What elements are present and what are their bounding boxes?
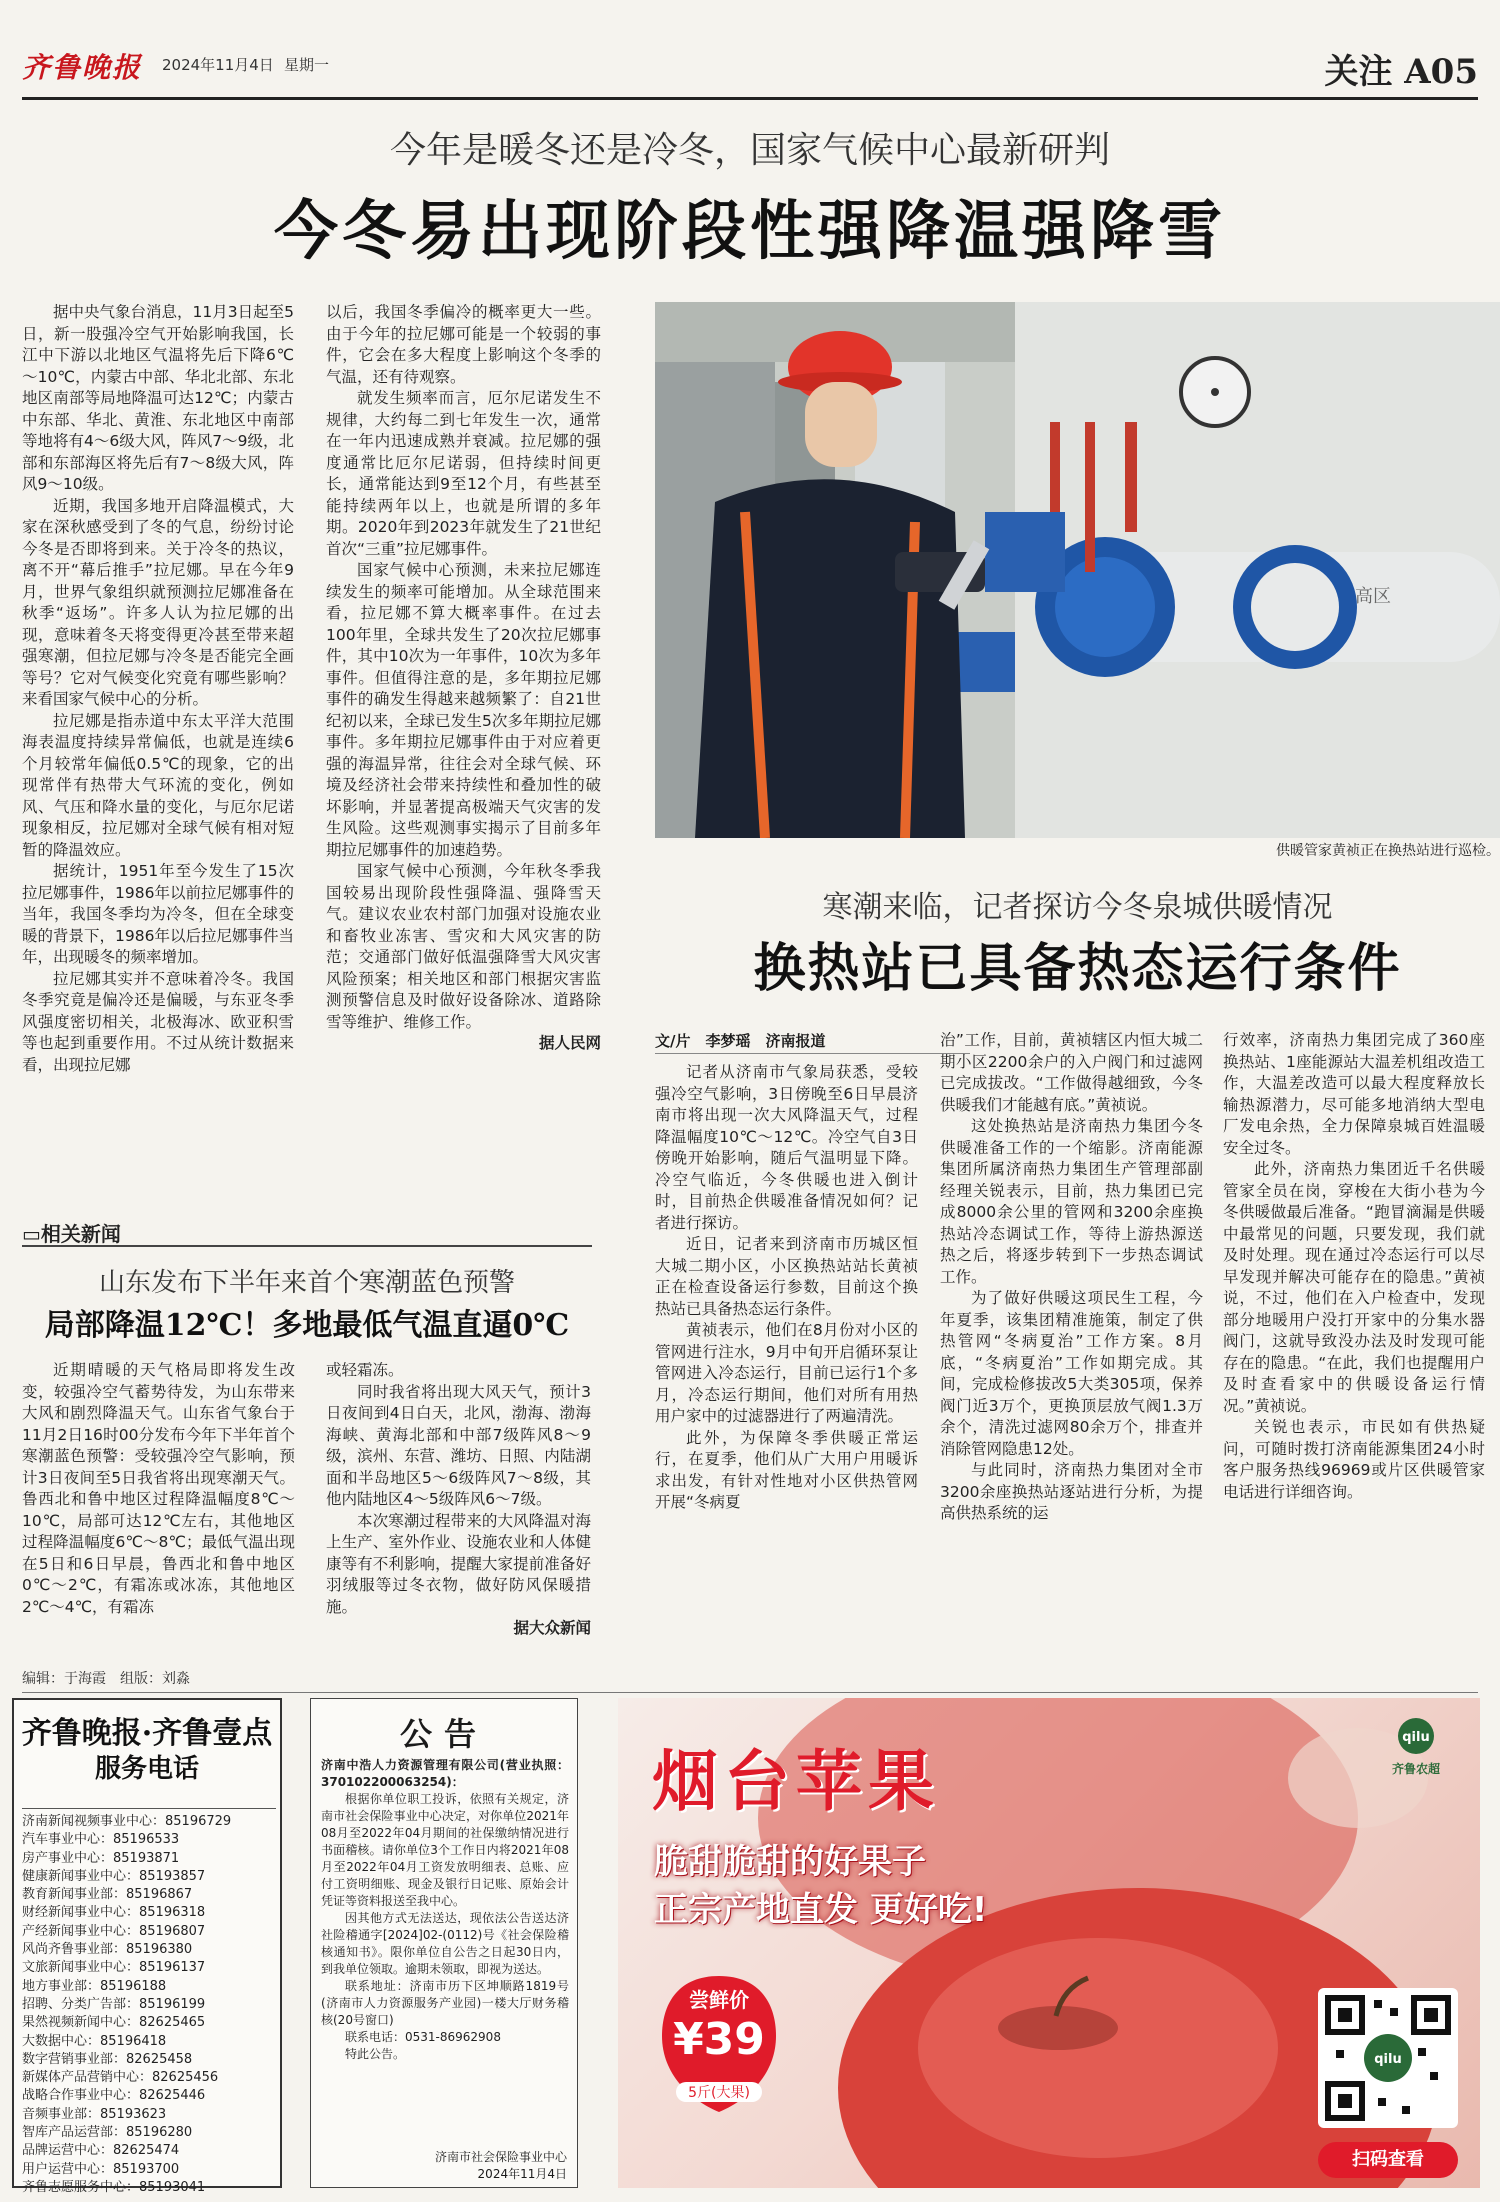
phone-entry: 教育新闻事业部：85196867 (22, 1887, 193, 1903)
phone-entry: 大数据中心：85196418 (22, 2033, 167, 2049)
paragraph: 因其他方式无法送达，现依法公告送达济社险稽通字[2024]02-(0112)号《社会保险稽核通知书》。限你单位自公告之日起30日内，到我单位领取。逾期未领取，即视为送达。 (321, 1911, 569, 1976)
phone-entry: 济南新闻视频事业中心：85196729 (22, 1814, 232, 1829)
lead-column-1 (22, 302, 294, 1076)
phone-entry: 文旅新闻事业中心：85196137 (22, 1960, 206, 1976)
divider (22, 1245, 592, 1247)
phone-entry: 数字营销事业部：82625458 (22, 2051, 193, 2067)
phone-entry: 齐鲁志愿服务中心：85193041 (22, 2179, 206, 2195)
phone-entry: 用户运营中心：85193700 (22, 2161, 180, 2177)
paragraph: 国家气候中心预测，今年秋冬季我国较易出现阶段性强降温、强降雪天气。建议农业农村部门加强对设施农业和畜牧业冻害、雪灾和大风灾害的防范；交通部门做好低温强降雪大风灾害风险预案；相关地区和部门根据灾害监测预警信息及时做好设备除冰、道路除雪等维护、维修工作。 (326, 862, 601, 1031)
phone-entry: 地方事业部：85196188 (22, 1978, 167, 1994)
second-column-2 (940, 1030, 1203, 1525)
paragraph: 近期，我国多地开启降温模式，大家在深秋感受到了冬的气息，纷纷讨论今冬是否即将到来。关于冷冬的热议，离不开“幕后推手”拉尼娜。早在今年9月，世界气象组织就预测拉尼娜准备在秋季“返场”。许多人认为拉尼娜的出现，意味着冬天将变得更冷甚至带来超强寒潮，但拉尼娜与冷冬是否能完全画等号？它对气候变化究竟有哪些影响？来看国家气候中心的分析。 (22, 496, 294, 708)
price-badge (660, 1974, 778, 2134)
related-headline: 局部降温12℃！多地最低气温直逼0℃ (44, 1308, 570, 1343)
public-notice (310, 1698, 578, 2188)
paragraph: 国家气候中心预测，未来拉尼娜连续发生的频率可能增加。从全球范围来看，拉尼娜不算大概率事件。在过去100年里，全球共发生了20次拉尼娜事件，其中10次为一年事件，10次为多年事件。但值得注意的是，多年期拉尼娜事件的确发生得越来越频繁了：自21世纪初以来，全球已发生5次多年期拉尼娜事件。多年期拉尼娜事件由于对应着更强的海温异常，往往会对全球气候、环境及经济社会带来持续性和叠加性的破坏影响，并显著提高极端天气灾害的发生风险。这些观测事实揭示了目前多年期拉尼娜事件的加速趋势。 (326, 561, 601, 859)
lead-kicker: 今年是暖冬还是冷冬，国家气候中心最新研判 (389, 130, 1110, 171)
related-column-1 (22, 1360, 295, 1618)
ad-slogan-2: 正宗产地直发 更好吃! (654, 1890, 988, 1930)
paragraph: 或轻霜冻。 (326, 1361, 404, 1379)
paragraph: 本次寒潮过程带来的大风降温对海上生产、室外作业、设施农业和人体健康等有不利影响，提醒大家提前准备好羽绒服等过冬衣物，做好防风保暖措施。 (326, 1511, 591, 1616)
related-news-icon: ▭ (22, 1222, 41, 1246)
qr-code-icon[interactable] (1318, 1988, 1458, 2128)
paragraph: 据统计，1951年至今发生了15次拉尼娜事件，1986年以前拉尼娜事件的当年，我国冬季均为冷冬，但在全球变暖的背景下，1986年以后拉尼娜事件当年，出现暖冬的频率增加。 (22, 862, 294, 966)
price-unit: 5斤(大果) (676, 2082, 762, 2102)
paragraph: 记者从济南市气象局获悉，受较强冷空气影响，3日傍晚至6日早晨济南市将出现一次大风降温天气，过程降温幅度10℃～12℃。冷空气自3日傍晚开始影响，随后气温明显下降。冷空气临近，今冬供暖也进入倒计时，目前热企供暖准备情况如何？记者进行探访。 (655, 1063, 918, 1232)
paragraph: 这处换热站是济南热力集团今冬供暖准备工作的一个缩影。济南能源集团所属济南热力集团生产管理部副经理关锐表示，目前，热力集团已完成8000余公里的管网和3200余座换热站冷态调试工作，等待上游热源送热之后，将逐步转到下一步热态调试工作。 (940, 1117, 1203, 1286)
brand-name: 齐鲁农超 (1391, 1762, 1440, 1776)
phone-entry: 招聘、分类广告部：85196199 (22, 1996, 206, 2012)
phone-box-subtitle: 服务电话 (94, 1754, 199, 1784)
qr-code-graphic (1318, 1988, 1458, 2128)
notice-title: 公告 (399, 1715, 488, 1753)
apple-advertisement[interactable] (618, 1698, 1480, 2188)
issue-weekday: 星期一 (284, 56, 330, 74)
related-column-2 (326, 1360, 591, 1640)
notice-signature (435, 2149, 567, 2183)
related-kicker: 山东发布下半年来首个寒潮蓝色预警 (98, 1268, 515, 1298)
ad-slogan-1: 脆甜脆甜的好果子 (654, 1842, 926, 1882)
second-headline: 换热站已具备热态运行条件 (753, 938, 1402, 999)
paragraph: 此外，济南热力集团近千名供暖管家全员在岗，穿梭在大街小巷为今冬供暖做最后准备。“跑冒滴漏是供暖中最常见的问题，只要发现，我们就及时处理。现在通过冷态运行可以尽早发现并解决可能存在的隐患。”黄祯说，不过，他们在入户检查中，发现部分地暖用户没打开家中的分集水器阀门，这就导致没办法及时发现可能存在的隐患。“在此，我们也提醒用户及时查看家中的供暖设备运行情况。”黄祯说。 (1223, 1160, 1485, 1415)
paragraph: 黄祯表示，他们在8月份对小区的管网进行注水，9月中旬开启循环泵让管网进入冷态运行，目前已运行1个多月，冷态运行期间，他们对所有用热用户家中的过滤器进行了两遍清洗。 (655, 1321, 918, 1425)
paragraph: 治”工作，目前，黄祯辖区内恒大城二期小区2200余户的入户阀门和过滤网已完成拔改。“工作做得越细致，今冬供暖我们才能越有底。”黄祯说。 (940, 1031, 1203, 1114)
inspection-photo-illustration (655, 302, 1500, 838)
photo-caption: 供暖管家黄祯正在换热站进行巡检。 (1276, 843, 1500, 859)
service-phone-box (12, 1698, 282, 2195)
paragraph: 此外，为保障冬季供暖正常运行，在夏季，他们从广大用户用暖诉求出发，有针对性地对小区供热管网开展“冬病夏 (655, 1428, 918, 1511)
lead-source: 据人民网 (538, 1034, 601, 1052)
masthead (22, 40, 1478, 100)
newspaper-logo: 齐鲁晚报 (22, 51, 143, 84)
paragraph: 近日，记者来到济南市历城区恒大城二期小区，小区换热站站长黄祯正在检查设备运行参数，目前这个换热站已具备热态运行条件。 (655, 1235, 918, 1318)
phone-entry: 风尚齐鲁事业部：85196380 (22, 1942, 193, 1958)
paragraph: 近期晴暖的天气格局即将发生改变，较强冷空气蓄势待发，为山东带来大风和剧烈降温天气。山东省气象台于11月2日16时00分发布今年下半年首个寒潮蓝色预警：受较强冷空气影响，预计3日夜间至5日我省将出现寒潮天气。鲁西北和鲁中地区过程降温幅度8℃～10℃，局部可达12℃左右，其他地区过程降温幅度6℃～8℃；最低气温出现在5日和6日早晨，鲁西北和鲁中地区0℃～2℃，有霜冻或冰冻，其他地区2℃～4℃，有霜冻 (22, 1361, 295, 1616)
phone-box-title: 齐鲁晚报·齐鲁壹点 (21, 1716, 273, 1751)
paragraph: 与此同时，济南热力集团对全市3200余座换热站逐站进行分析，为提高供热系统的运 (940, 1461, 1203, 1522)
phone-list (22, 1808, 276, 2197)
phone-entry: 品牌运营中心：82625474 (22, 2143, 180, 2159)
editor-credits: 编辑：于海霞 组版：刘淼 (22, 1668, 1478, 1693)
paragraph: 关锐也表示，市民如有供热疑问，可随时拨打济南能源集团24小时客户服务热线96969或片区供暖管家电话进行详细咨询。 (1223, 1418, 1485, 1501)
second-kicker: 寒潮来临，记者探访今冬泉城供暖情况 (822, 890, 1333, 925)
related-source: 据大众新闻 (513, 1619, 591, 1637)
phone-entry: 房产事业中心：85193871 (22, 1850, 180, 1866)
notice-addressee: 济南中浩人力资源管理有限公司(营业执照：370102200063254)： (321, 1758, 569, 1789)
phone-entry: 健康新闻事业中心：85193857 (22, 1868, 206, 1884)
paragraph: 以后，我国冬季偏冷的概率更大一些。由于今年的拉尼娜可能是一个较弱的事件，它会在多大程度上影响这个冬季的气温，还有待观察。 (326, 303, 601, 386)
qr-center-label: qilu (1374, 2052, 1402, 2067)
paragraph: 同时我省将出现大风天气，预计3日夜间到4日白天，北风，渤海、渤海海峡、黄海北部和中部7级阵风8～9级，滨州、东营、潍坊、日照、内陆湖面和半岛地区5～6级阵风7～8级，其他内陆地区4～5级阵风6～7级。 (326, 1382, 591, 1508)
second-byline: 文/片 李梦瑶 济南报道 (655, 1030, 970, 1054)
phone-entry: 智库产品运营部：85196280 (22, 2125, 193, 2141)
section-label: 关注 A05 (1324, 52, 1478, 92)
paragraph: 根据你单位职工投诉，依照有关规定，济南市社会保险事业中心决定，对你单位2021年08月至2022年04月期间的社保缴纳情况进行书面稽核。请你单位3个工作日内将2021年08月至2022年04月工资发放明细表、总账、应付工资明细账、现金及银行日记账、原始会计凭证等资料报送至我中心。 (321, 1792, 569, 1908)
pipe-label: 高区 (1355, 586, 1391, 607)
ad-title: 烟台苹果 (652, 1742, 940, 1820)
paragraph: 联系电话：0531-86962908 (345, 2030, 501, 2044)
second-column-3 (1223, 1030, 1485, 1503)
phone-entry: 产经新闻事业中心：85196807 (22, 1923, 206, 1939)
notice-sign-org: 济南市社会保险事业中心 (434, 2150, 567, 2164)
brand-logo (1376, 1716, 1456, 1777)
notice-body (321, 1757, 569, 2063)
paragraph: 行效率，济南热力集团完成了360座换热站、1座能源站大温差机组改造工作，大温差改造可以最大程度释放长输热源潜力，尽可能多地消纳大型电厂发电余热，全力保障泉城百姓温暖安全过冬。 (1223, 1031, 1485, 1157)
brand-logo-lettering: qilu (1402, 1730, 1430, 1745)
price-value: ¥39 (673, 2014, 765, 2065)
paragraph: 特此公告。 (345, 2047, 406, 2061)
price-label: 尝鲜价 (689, 1988, 749, 2012)
paragraph: 拉尼娜是指赤道中东太平洋大范围海表温度持续异常偏低，也就是连续6个月较常年偏低0.5℃的现象，它的出现常伴有热带大气环流的变化，例如风、气压和降水量的变化，与厄尔尼诺现象相反，拉尼娜对全球气候有相对短暂的降温效应。 (22, 711, 294, 859)
related-news-tag: ▭相关新闻 (22, 1222, 121, 1246)
lead-headline: 今冬易出现阶段性强降温强降雪 (274, 194, 1226, 269)
second-column-1 (655, 1062, 918, 1514)
scan-button[interactable]: 扫码查看 (1318, 2142, 1458, 2178)
brand-logo-icon (1376, 1716, 1456, 1756)
paragraph: 就发生频率而言，厄尔尼诺发生不规律，大约每二到七年发生一次，通常在一年内迅速成熟并衰减。拉尼娜的强度通常比厄尔尼诺弱，但持续时间更长，通常能达到9至12个月，有些甚至能持续两年以上，也就是所谓的多年期。2020年到2023年就发生了21世纪首次“三重”拉尼娜事件。 (326, 389, 601, 558)
phone-entry: 财经新闻事业中心：85196318 (22, 1905, 206, 1921)
paragraph: 拉尼娜其实并不意味着冷冬。我国冬季究竟是偏冷还是偏暖，与东亚冬季风强度密切相关，北极海冰、欧亚积雪等也起到重要作用。不过从统计数据来看，出现拉尼娜 (22, 969, 294, 1074)
paragraph: 联系地址：济南市历下区坤顺路1819号(济南市人力资源服务产业园)一楼大厅财务稽核(20号窗口) (321, 1979, 569, 2027)
phone-entry: 音频事业部：85193623 (22, 2106, 167, 2122)
lead-column-2 (326, 302, 601, 1055)
phone-entry: 果然视频新闻中心：82625465 (22, 2015, 206, 2031)
paragraph: 据中央气象台消息，11月3日起至5日，新一股强冷空气开始影响我国，长江中下游以北地区气温将先后下降6℃～10℃，内蒙古中部、华北北部、东北地区南部等局地降温可达12℃；内蒙古中东部、华北、黄淮、东北地区中南部等地将有4～6级大风，阵风7～9级，北部和东部海区将先后有7～8级大风，阵风9～10级。 (22, 303, 294, 493)
notice-sign-date: 2024年11月4日 (477, 2167, 567, 2181)
paragraph: 为了做好供暖这项民生工程，今年夏季，该集团精准施策，制定了供热管网“冬病夏治”工作方案。8月底，“冬病夏治”工作如期完成。其间，完成检修拔改5大类305项，保养阀门近3万个，更换顶层放气阀1.3万余个，清洗过滤网80余万个，排查并消除管网隐患12处。 (940, 1289, 1203, 1458)
issue-date: 2024年11月4日 (162, 56, 274, 74)
phone-entry: 新媒体产品营销中心：82625456 (22, 2070, 219, 2086)
inspection-photo (655, 302, 1500, 838)
phone-entry: 汽车事业中心：85196533 (22, 1832, 180, 1848)
phone-entry: 战略合作事业中心：82625446 (22, 2088, 206, 2104)
